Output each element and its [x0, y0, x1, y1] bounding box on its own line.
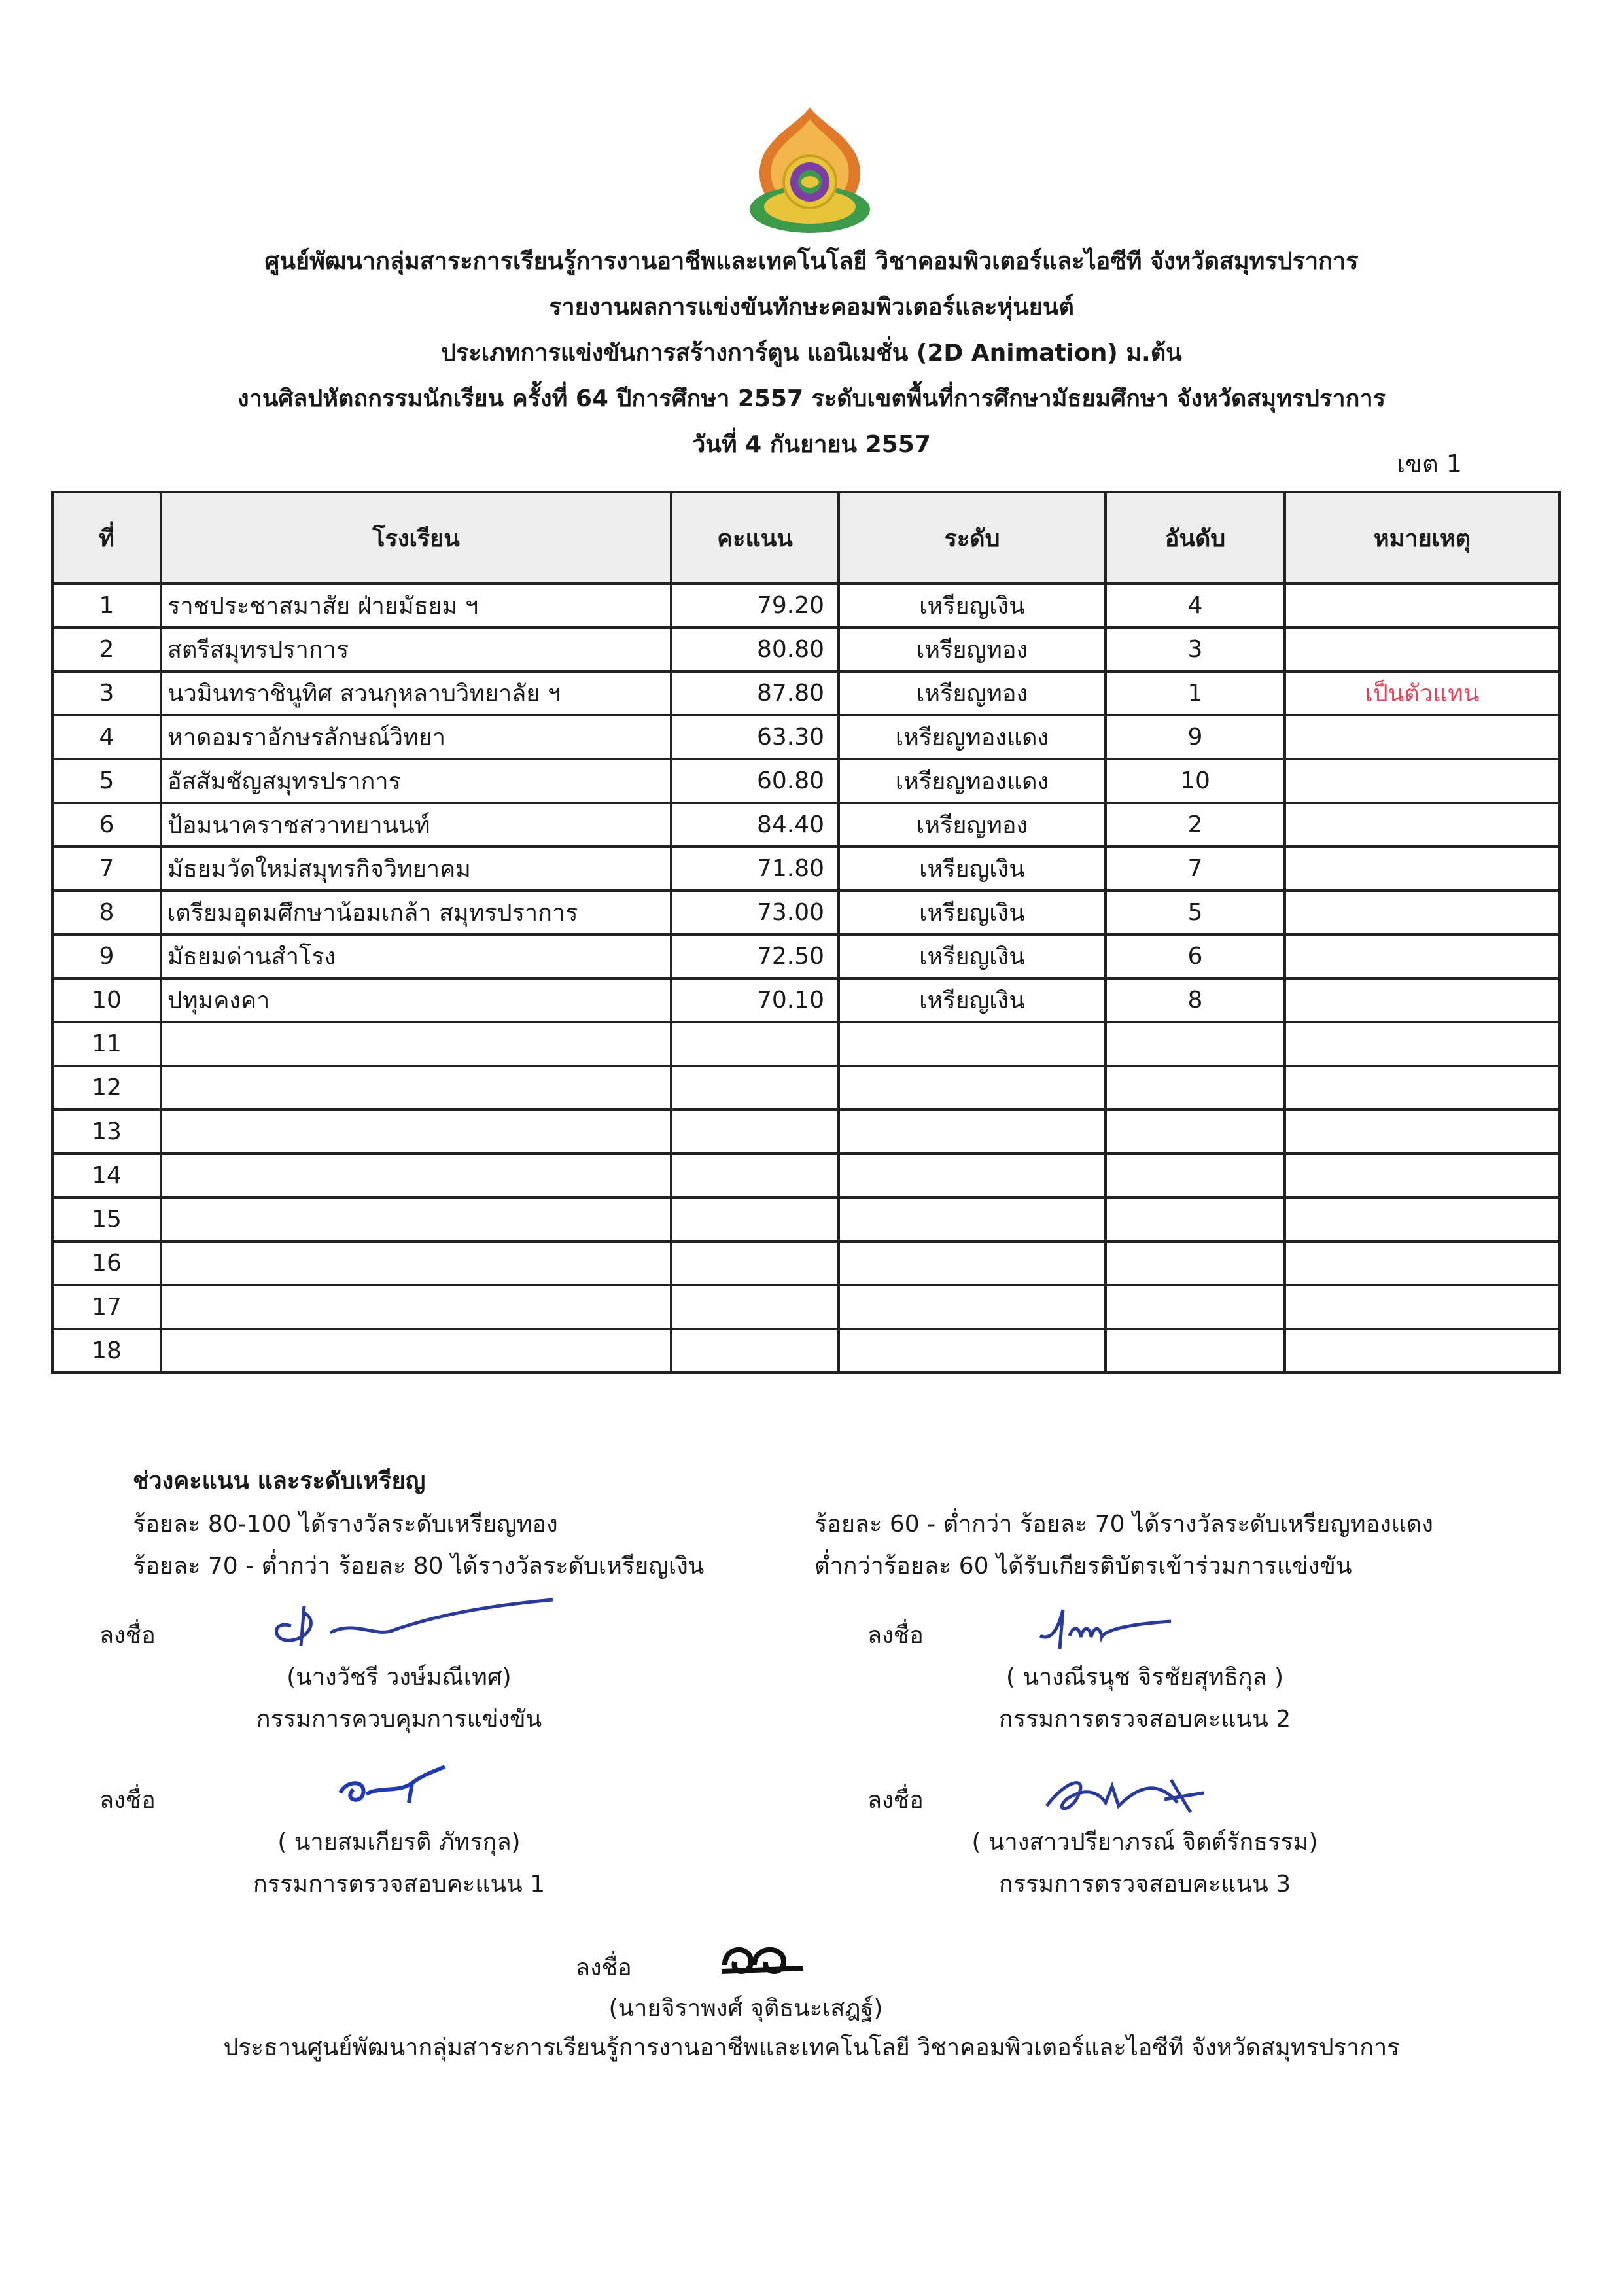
- cell-school: [161, 1022, 671, 1066]
- cell-note: [1285, 847, 1560, 891]
- cell-school: ป้อมนาคราชสวาทยานนท์: [161, 803, 671, 847]
- cell-rank: [1106, 1329, 1285, 1373]
- cell-rank: 3: [1106, 627, 1285, 671]
- table-row: [52, 847, 1560, 891]
- cell-rank: [1106, 1022, 1285, 1066]
- cell-level: เหรียญเงิน: [839, 934, 1106, 978]
- cell-no: 7: [52, 847, 161, 891]
- cell-rank: 4: [1106, 584, 1285, 627]
- cell-level: เหรียญเงิน: [839, 847, 1106, 891]
- table-row: [52, 1241, 1560, 1285]
- cell-no: 9: [52, 934, 161, 978]
- cell-note: [1285, 1241, 1560, 1285]
- cell-score: [671, 1241, 839, 1285]
- table-row: [52, 1329, 1560, 1373]
- cell-no: 2: [52, 627, 161, 671]
- cell-school: นวมินทราชินูทิศ สวนกุหลาบวิทยาลัย ฯ: [161, 671, 671, 715]
- cell-school: อัสสัมชัญสมุทรปราการ: [161, 759, 671, 803]
- cell-level: เหรียญเงิน: [839, 978, 1106, 1022]
- cell-level: เหรียญทองแดง: [839, 759, 1106, 803]
- header-org: ศูนย์พัฒนากลุ่มสาระการเรียนรู้การงานอาชีพและเทคโนโลยี วิชาคอมพิวเตอร์และไอซีที จังหวัดสมุทรปราการ: [264, 248, 1359, 275]
- header-school: โรงเรียน: [161, 492, 671, 584]
- table-row: [52, 934, 1560, 978]
- header-level: ระดับ: [839, 492, 1106, 584]
- cell-rank: 5: [1106, 891, 1285, 934]
- signature-2-icon: [1034, 1597, 1178, 1655]
- cell-note: [1285, 627, 1560, 671]
- cell-rank: [1106, 1285, 1285, 1329]
- cell-score: 79.20: [671, 584, 839, 627]
- cell-note: เป็นตัวแทน: [1285, 671, 1560, 715]
- cell-no: 18: [52, 1329, 161, 1373]
- criteria-bronze: ร้อยละ 60 - ต่ำกว่า ร้อยละ 70 ได้รางวัลระดับเหรียญทองแดง: [814, 1511, 1434, 1538]
- cell-level: เหรียญเงิน: [839, 891, 1106, 934]
- table-header-row: [52, 492, 1560, 584]
- cell-score: [671, 1022, 839, 1066]
- cell-note: [1285, 1022, 1560, 1066]
- cell-no: 3: [52, 671, 161, 715]
- cell-score: 84.40: [671, 803, 839, 847]
- cell-level: เหรียญทอง: [839, 671, 1106, 715]
- cell-note: [1285, 1110, 1560, 1154]
- cell-rank: [1106, 1241, 1285, 1285]
- cell-school: [161, 1197, 671, 1241]
- table-row: [52, 803, 1560, 847]
- header-note: หมายเหตุ: [1285, 492, 1560, 584]
- signature-4-icon: [1040, 1767, 1210, 1819]
- cell-school: ปทุมคงคา: [161, 978, 671, 1022]
- cell-level: เหรียญทอง: [839, 627, 1106, 671]
- sign-label-4: ลงชื่อ: [867, 1787, 924, 1814]
- cell-rank: [1106, 1197, 1285, 1241]
- cell-level: เหรียญเงิน: [839, 584, 1106, 627]
- cell-score: [671, 1329, 839, 1373]
- cell-score: [671, 1285, 839, 1329]
- signature-3-icon: [334, 1760, 451, 1812]
- table-row: [52, 1154, 1560, 1197]
- cell-rank: 8: [1106, 978, 1285, 1022]
- cell-score: [671, 1110, 839, 1154]
- results-table: [51, 491, 1561, 1374]
- cell-no: 8: [52, 891, 161, 934]
- cell-no: 11: [52, 1022, 161, 1066]
- cell-school: [161, 1241, 671, 1285]
- cell-rank: 1: [1106, 671, 1285, 715]
- cell-level: [839, 1154, 1106, 1197]
- cell-note: [1285, 584, 1560, 627]
- table-row: [52, 1066, 1560, 1110]
- cell-note: [1285, 715, 1560, 759]
- header-rank: อันดับ: [1106, 492, 1285, 584]
- cell-level: [839, 1022, 1106, 1066]
- table-row: [52, 584, 1560, 627]
- criteria-title: ช่วงคะแนน และระดับเหรียญ: [133, 1468, 426, 1494]
- table-row: [52, 1110, 1560, 1154]
- cell-level: [839, 1066, 1106, 1110]
- zone-label: เขต 1: [1397, 450, 1462, 478]
- cell-rank: 9: [1106, 715, 1285, 759]
- cell-score: 72.50: [671, 934, 839, 978]
- cell-score: 70.10: [671, 978, 839, 1022]
- cell-level: [839, 1285, 1106, 1329]
- cell-no: 5: [52, 759, 161, 803]
- table-row: [52, 978, 1560, 1022]
- cell-note: [1285, 759, 1560, 803]
- cell-level: [839, 1197, 1106, 1241]
- cell-rank: [1106, 1110, 1285, 1154]
- table-row: [52, 627, 1560, 671]
- table-row: [52, 1285, 1560, 1329]
- sign-label-3: ลงชื่อ: [99, 1787, 156, 1814]
- cell-no: 13: [52, 1110, 161, 1154]
- cell-rank: [1106, 1154, 1285, 1197]
- cell-level: เหรียญทอง: [839, 803, 1106, 847]
- cell-school: สตรีสมุทรปราการ: [161, 627, 671, 671]
- cell-school: [161, 1066, 671, 1110]
- signer-1-name: (นางวัชรี วงษ์มณีเทศ): [287, 1664, 512, 1691]
- cell-score: 71.80: [671, 847, 839, 891]
- signer-4-role: กรรมการตรวจสอบคะแนน 3: [998, 1871, 1291, 1898]
- signature-1-icon: [265, 1593, 559, 1652]
- cell-note: [1285, 978, 1560, 1022]
- cell-school: [161, 1154, 671, 1197]
- cell-school: [161, 1329, 671, 1373]
- cell-level: [839, 1110, 1106, 1154]
- cell-note: [1285, 934, 1560, 978]
- cell-school: [161, 1285, 671, 1329]
- cell-note: [1285, 1329, 1560, 1373]
- cell-level: [839, 1329, 1106, 1373]
- cell-rank: 7: [1106, 847, 1285, 891]
- cell-rank: 6: [1106, 934, 1285, 978]
- cell-score: [671, 1197, 839, 1241]
- cell-score: [671, 1066, 839, 1110]
- signer-3-name: ( นายสมเกียรติ ภัทรกุล): [277, 1829, 521, 1856]
- sign-label-2: ลงชื่อ: [867, 1622, 924, 1649]
- sign-label-1: ลงชื่อ: [99, 1622, 156, 1649]
- cell-level: เหรียญทองแดง: [839, 715, 1106, 759]
- cell-no: 12: [52, 1066, 161, 1110]
- cell-no: 14: [52, 1154, 161, 1197]
- criteria-gold: ร้อยละ 80-100 ได้รางวัลระดับเหรียญทอง: [133, 1511, 558, 1538]
- event-info: งานศิลปหัตถกรรมนักเรียน ครั้งที่ 64 ปีการศึกษา 2557 ระดับเขตพื้นที่การศึกษามัธยมศึกษา จังหวัดสมุทรปราการ: [237, 385, 1386, 412]
- competition-type: ประเภทการแข่งขันการสร้างการ์ตูน แอนิเมชั่น (2D Animation) ม.ต้น: [441, 340, 1182, 366]
- cell-note: [1285, 803, 1560, 847]
- cell-school: หาดอมราอักษรลักษณ์วิทยา: [161, 715, 671, 759]
- cell-note: [1285, 1285, 1560, 1329]
- cell-score: 60.80: [671, 759, 839, 803]
- header-no: ที่: [52, 492, 161, 584]
- table-row: [52, 891, 1560, 934]
- cell-school: [161, 1110, 671, 1154]
- signature-5-icon: [718, 1935, 810, 1981]
- cell-note: [1285, 1197, 1560, 1241]
- cell-no: 16: [52, 1241, 161, 1285]
- cell-rank: [1106, 1066, 1285, 1110]
- cell-no: 17: [52, 1285, 161, 1329]
- table-row: [52, 1197, 1560, 1241]
- cell-note: [1285, 1154, 1560, 1197]
- signer-3-role: กรรมการตรวจสอบคะแนน 1: [253, 1871, 546, 1898]
- signer-1-role: กรรมการควบคุมการแข่งขัน: [256, 1706, 542, 1733]
- table-row: [52, 671, 1560, 715]
- cell-level: [839, 1241, 1106, 1285]
- table-row: [52, 1022, 1560, 1066]
- cell-note: [1285, 891, 1560, 934]
- cell-school: มัธยมด่านสำโรง: [161, 934, 671, 978]
- signer-4-name: ( นางสาวปรียาภรณ์ จิตต์รักธรรม): [971, 1829, 1318, 1856]
- cell-rank: 2: [1106, 803, 1285, 847]
- cell-school: ราชประชาสมาสัย ฝ่ายมัธยม ฯ: [161, 584, 671, 627]
- signer-5-role: ประธานศูนย์พัฒนากลุ่มสาระการเรียนรู้การงานอาชีพและเทคโนโลยี วิชาคอมพิวเตอร์และไอซีที จังหวัดสมุทรปราการ: [223, 2034, 1400, 2061]
- cell-score: 63.30: [671, 715, 839, 759]
- cell-score: 80.80: [671, 627, 839, 671]
- signer-2-name: ( นางณีรนุช จิรชัยสุทธิกุล ): [1005, 1664, 1284, 1691]
- cell-score: [671, 1154, 839, 1197]
- cell-school: มัธยมวัดใหม่สมุทรกิจวิทยาคม: [161, 847, 671, 891]
- cell-note: [1285, 1066, 1560, 1110]
- cell-no: 4: [52, 715, 161, 759]
- signer-2-role: กรรมการตรวจสอบคะแนน 2: [998, 1706, 1291, 1733]
- cell-no: 6: [52, 803, 161, 847]
- cell-no: 10: [52, 978, 161, 1022]
- cell-no: 1: [52, 584, 161, 627]
- table-row: [52, 759, 1560, 803]
- sign-label-5: ลงชื่อ: [576, 1954, 632, 1981]
- cell-rank: 10: [1106, 759, 1285, 803]
- cell-score: 87.80: [671, 671, 839, 715]
- signer-5-name: (นายจิราพงศ์ จุติธนะเสฎฐ์): [608, 1995, 883, 2022]
- header-score: คะแนน: [671, 492, 839, 584]
- cell-school: เตรียมอุดมศึกษาน้อมเกล้า สมุทรปราการ: [161, 891, 671, 934]
- moe-emblem-icon: [744, 105, 875, 242]
- cell-score: 73.00: [671, 891, 839, 934]
- criteria-participation: ต่ำกว่าร้อยละ 60 ได้รับเกียรติบัตรเข้าร่วมการแข่งขัน: [814, 1553, 1352, 1580]
- report-title: รายงานผลการแข่งขันทักษะคอมพิวเตอร์และหุ่นยนต์: [549, 294, 1074, 321]
- cell-no: 15: [52, 1197, 161, 1241]
- table-row: [52, 715, 1560, 759]
- criteria-silver: ร้อยละ 70 - ต่ำกว่า ร้อยละ 80 ได้รางวัลระดับเหรียญเงิน: [133, 1553, 705, 1580]
- event-date: วันที่ 4 กันยายน 2557: [692, 431, 931, 458]
